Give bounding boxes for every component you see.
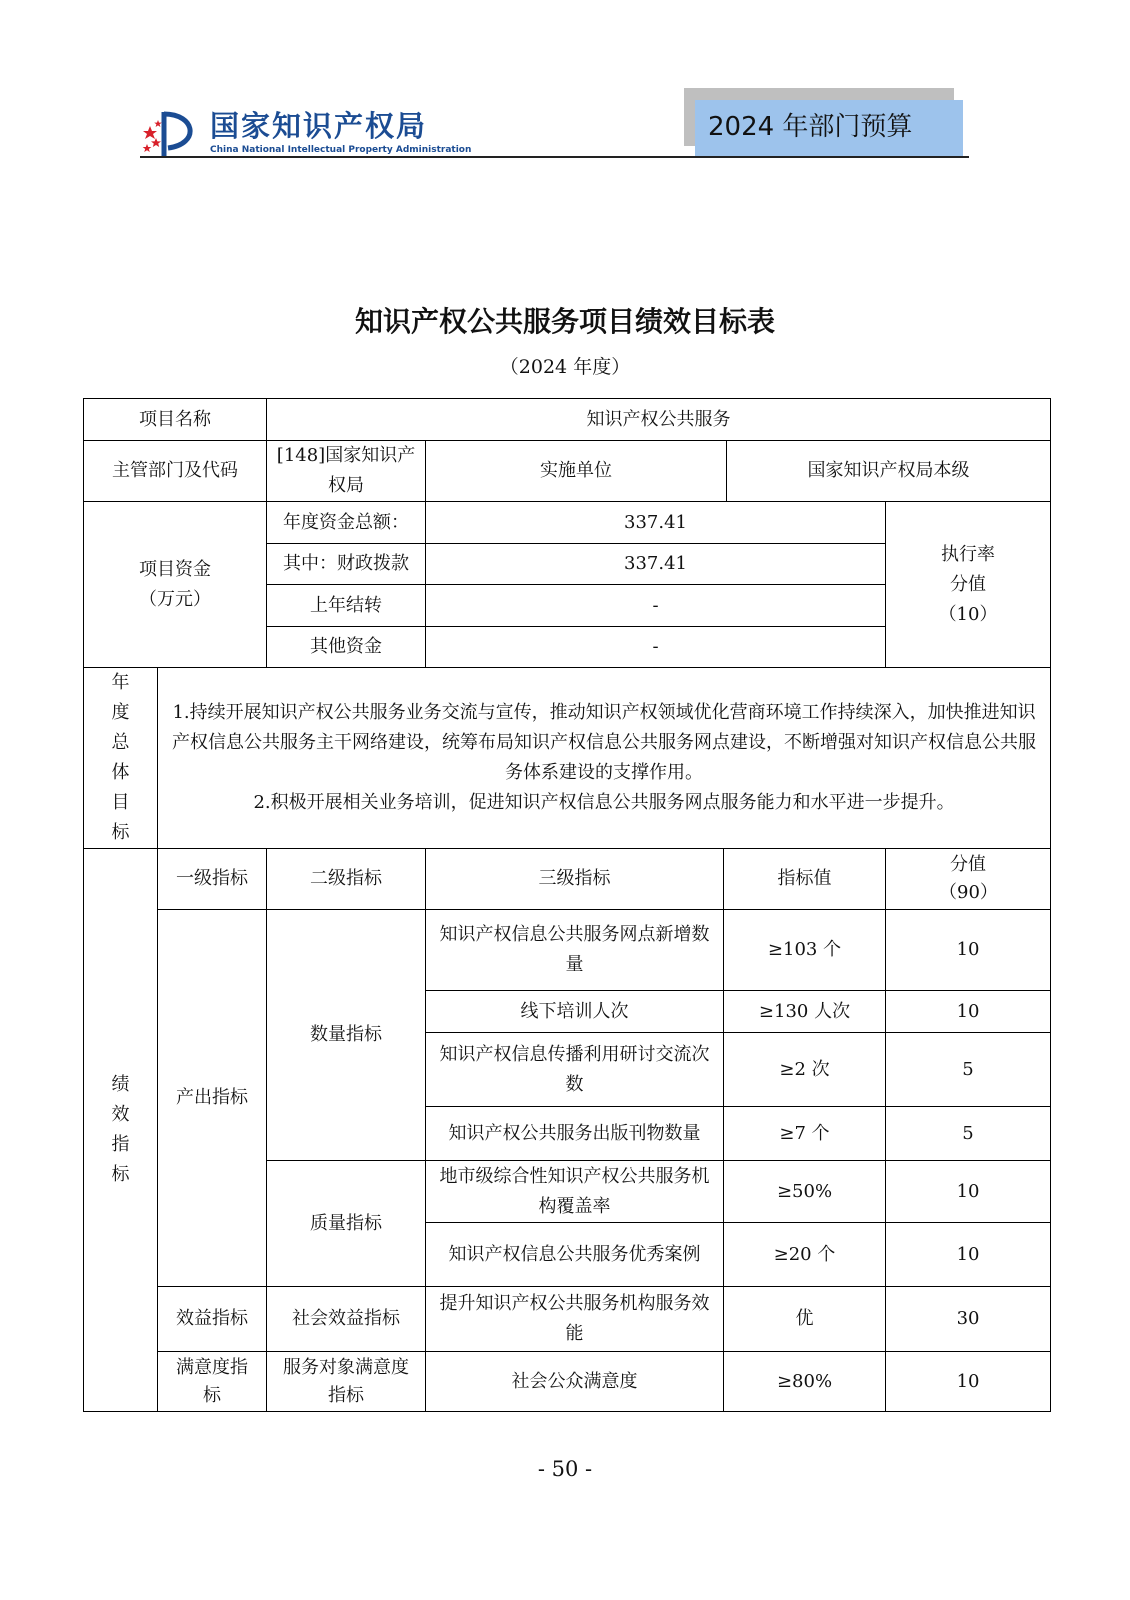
level1-output: 产出指标 bbox=[158, 910, 267, 1287]
funds-total-label: 年度资金总额： bbox=[267, 502, 426, 544]
level1-satisfaction: 满意度指标 bbox=[158, 1352, 267, 1412]
level2-quantity: 数量指标 bbox=[267, 910, 426, 1161]
dept-label: 主管部门及代码 bbox=[84, 441, 267, 502]
table-row bbox=[84, 1352, 1051, 1412]
funds-fiscal-label: 其中：财政拨款 bbox=[267, 544, 426, 585]
goal-line: 2.积极开展相关业务培训，促进知识产权信息公共服务网点服务能力和水平进一步提升。 bbox=[253, 792, 955, 813]
project-name-label: 项目名称 bbox=[84, 399, 267, 441]
perf-indicators-label: 绩效指标 bbox=[84, 849, 158, 1412]
indicator-score: 10 bbox=[886, 1223, 1051, 1287]
cnipa-logo-icon bbox=[140, 108, 202, 160]
indicator-score: 10 bbox=[886, 910, 1051, 991]
header-level3: 三级指标 bbox=[426, 849, 724, 910]
indicator-score: 30 bbox=[886, 1287, 1051, 1352]
indicator-value: 优 bbox=[724, 1287, 886, 1352]
funds-carryover-value: - bbox=[426, 585, 886, 627]
header-level1: 一级指标 bbox=[158, 849, 267, 910]
page-number: - 50 - bbox=[537, 1457, 593, 1481]
indicator-name: 社会公众满意度 bbox=[426, 1352, 724, 1412]
level2-quality: 质量指标 bbox=[267, 1161, 426, 1287]
logo-chinese-name: 国家知识产权局 bbox=[210, 109, 428, 143]
page-title: 知识产权公共服务项目绩效目标表 bbox=[354, 305, 775, 338]
annual-goal-text bbox=[158, 668, 1051, 849]
level2-social-benefit: 社会效益指标 bbox=[267, 1287, 426, 1352]
indicator-name: 知识产权信息公共服务网点新增数量 bbox=[426, 910, 724, 991]
impl-unit-label: 实施单位 bbox=[426, 441, 727, 502]
indicator-name: 知识产权信息公共服务优秀案例 bbox=[426, 1223, 724, 1287]
indicator-name: 知识产权公共服务出版刊物数量 bbox=[426, 1107, 724, 1161]
funds-other-label: 其他资金 bbox=[267, 627, 426, 668]
budget-year-title: 2024 年部门预算 bbox=[708, 112, 913, 142]
indicator-value: ≥80% bbox=[724, 1352, 886, 1412]
funds-label: 项目资金（万元） bbox=[84, 502, 267, 668]
indicator-value: ≥2 次 bbox=[724, 1033, 886, 1107]
indicator-score: 5 bbox=[886, 1107, 1051, 1161]
indicator-value: ≥50% bbox=[724, 1161, 886, 1223]
level1-benefit: 效益指标 bbox=[158, 1287, 267, 1352]
funds-carryover-label: 上年结转 bbox=[267, 585, 426, 627]
indicator-value: ≥103 个 bbox=[724, 910, 886, 991]
dept-value: [148]国家知识产权局 bbox=[267, 441, 426, 502]
annual-goal-label: 年度总体目标 bbox=[84, 668, 158, 849]
table-row bbox=[84, 668, 1051, 849]
goal-line: 1.持续开展知识产权公共服务业务交流与宣传，推动知识产权领域优化营商环境工作持续深入，加快推进知识产权信息公共服务主干网络建设，统筹布局知识产权信息公共服务网点建设，不断增强对知识产权信息公共服务体系建设的支撑作用。 bbox=[172, 702, 1037, 783]
impl-unit-value: 国家知识产权局本级 bbox=[727, 441, 1051, 502]
indicator-name: 提升知识产权公共服务机构服务效能 bbox=[426, 1287, 724, 1352]
header-divider bbox=[140, 156, 969, 158]
indicator-score: 5 bbox=[886, 1033, 1051, 1107]
table-row bbox=[84, 910, 1051, 991]
indicator-value: ≥20 个 bbox=[724, 1223, 886, 1287]
table-header-row bbox=[84, 849, 1051, 910]
indicator-value: ≥7 个 bbox=[724, 1107, 886, 1161]
page-header bbox=[0, 0, 1130, 170]
funds-other-value: - bbox=[426, 627, 886, 668]
indicator-score: 10 bbox=[886, 1352, 1051, 1412]
header-level2: 二级指标 bbox=[267, 849, 426, 910]
indicator-score: 10 bbox=[886, 991, 1051, 1033]
header-score: 分值（90） bbox=[886, 849, 1051, 910]
table-row bbox=[84, 502, 1051, 544]
indicator-name: 地市级综合性知识产权公共服务机构覆盖率 bbox=[426, 1161, 724, 1223]
performance-table bbox=[83, 398, 1051, 1412]
indicator-name: 知识产权信息传播利用研讨交流次数 bbox=[426, 1033, 724, 1107]
indicator-name: 线下培训人次 bbox=[426, 991, 724, 1033]
header-value: 指标值 bbox=[724, 849, 886, 910]
table-row bbox=[84, 399, 1051, 441]
exec-rate-score: 执行率分值（10） bbox=[886, 502, 1051, 668]
funds-fiscal-value: 337.41 bbox=[426, 544, 886, 585]
table-row bbox=[84, 1287, 1051, 1352]
table-row bbox=[84, 441, 1051, 502]
project-name-value: 知识产权公共服务 bbox=[267, 399, 1051, 441]
logo-english-name: China National Intellectual Property Administration bbox=[210, 145, 472, 155]
level2-service-satisfaction: 服务对象满意度指标 bbox=[267, 1352, 426, 1412]
indicator-score: 10 bbox=[886, 1161, 1051, 1223]
page-subtitle: （2024 年度） bbox=[499, 356, 631, 378]
indicator-value: ≥130 人次 bbox=[724, 991, 886, 1033]
funds-total-value: 337.41 bbox=[426, 502, 886, 544]
